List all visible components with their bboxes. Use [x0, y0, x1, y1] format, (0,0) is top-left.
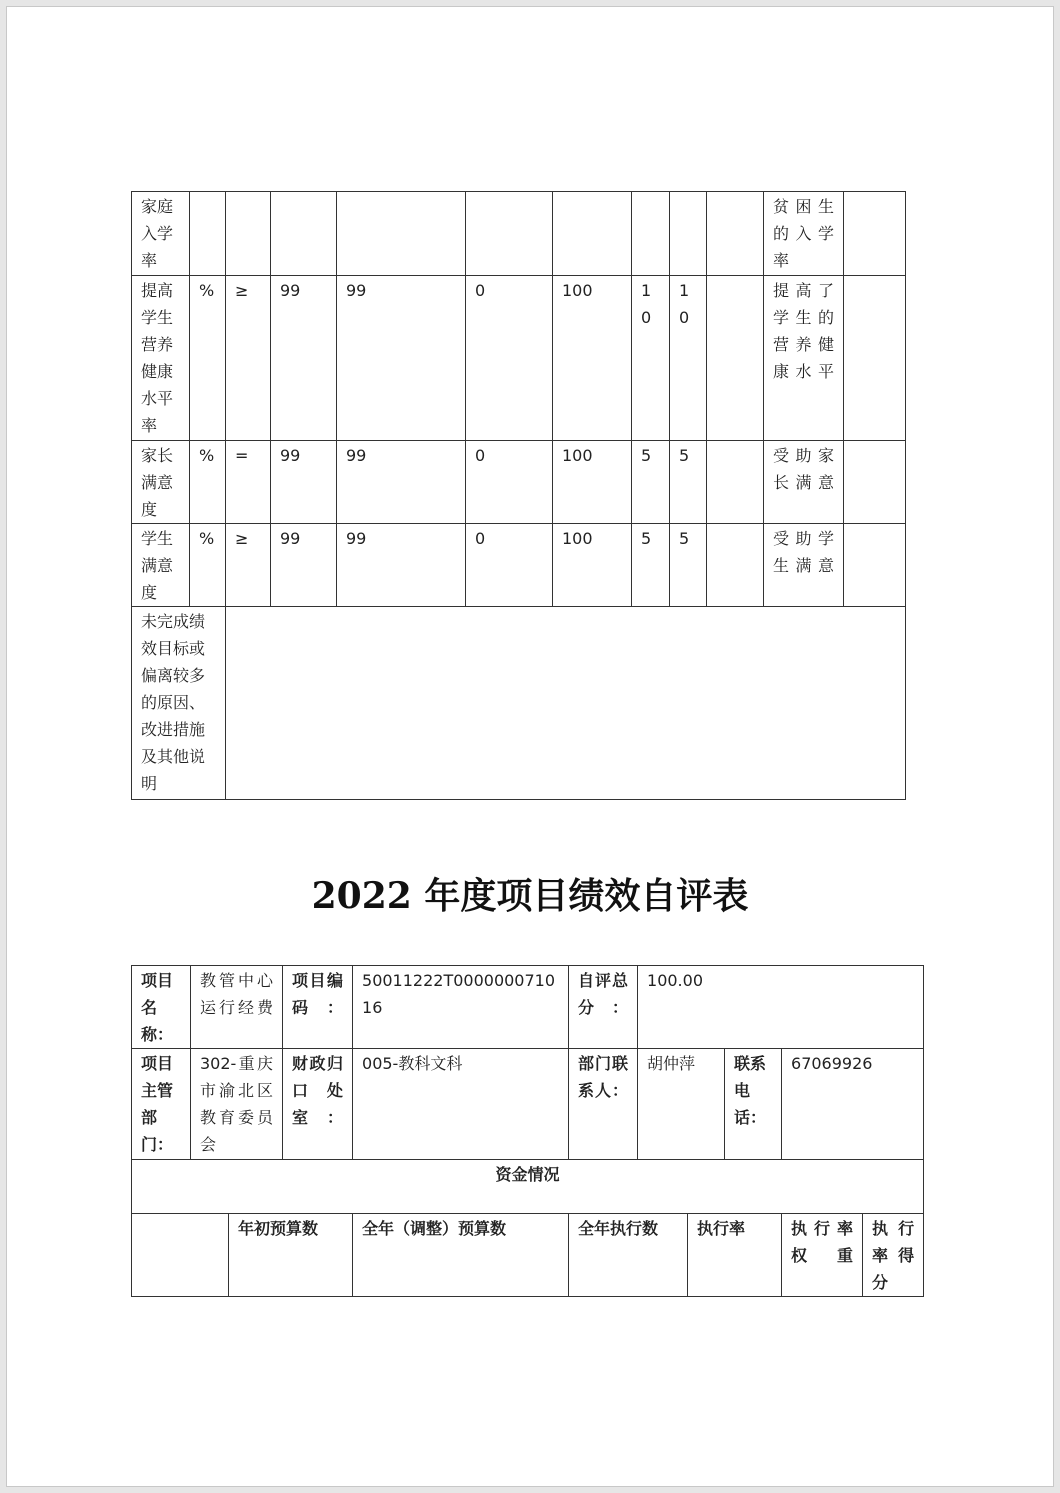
unit [190, 192, 226, 276]
weight [632, 192, 670, 276]
project-name-value: 教管中心运行经费 [191, 966, 283, 1049]
indicator-row [132, 441, 906, 524]
indicator-row [132, 524, 906, 607]
deviation: 0 [466, 524, 553, 607]
indicator-name: 提高学生营养健康水平率 [132, 276, 190, 441]
actual-value: 99 [337, 524, 466, 607]
score: 5 [670, 441, 707, 524]
remarks-row [132, 607, 906, 800]
indicator-name: 学生满意度 [132, 524, 190, 607]
indicator-note: 受助学生满意 [764, 524, 844, 607]
project-code-value: 50011222T000000071016 [353, 966, 569, 1049]
total-score-value: 100.00 [638, 966, 924, 1049]
deviation [466, 192, 553, 276]
blank-cell [707, 276, 764, 441]
phone-value: 67069926 [782, 1049, 924, 1160]
deviation: 0 [466, 441, 553, 524]
operator: ≥ [226, 276, 271, 441]
target-value: 99 [271, 276, 337, 441]
indicator-row [132, 276, 906, 441]
completion-rate: 100 [553, 524, 632, 607]
actual-value: 99 [337, 276, 466, 441]
form-row-funds-columns [132, 1214, 924, 1297]
funds-col-rate-weight: 执行率权重 [782, 1214, 863, 1297]
indicator-row [132, 192, 906, 276]
score: 10 [670, 276, 707, 441]
indicator-table [131, 191, 906, 800]
contact-value: 胡仲萍 [638, 1049, 725, 1160]
form-row-funds-header [132, 1160, 924, 1214]
evaluation-form-table [131, 965, 924, 1297]
completion-rate: 100 [553, 276, 632, 441]
remarks-label: 未完成绩效目标或偏离较多的原因、改进措施及其他说明 [132, 607, 226, 800]
weight: 10 [632, 276, 670, 441]
unit: % [190, 524, 226, 607]
completion-rate [553, 192, 632, 276]
form-row-department [132, 1049, 924, 1160]
trailing-cell [844, 524, 906, 607]
blank-cell [707, 524, 764, 607]
operator [226, 192, 271, 276]
dept-label: 项目主管部门： [132, 1049, 191, 1160]
indicator-note: 受助家长满意 [764, 441, 844, 524]
funds-col-adjusted-budget: 全年（调整）预算数 [353, 1214, 569, 1297]
funds-col-rate-score: 执行率得分 [863, 1214, 924, 1297]
trailing-cell [844, 276, 906, 441]
actual-value: 99 [337, 441, 466, 524]
indicator-note: 贫困生的入学率 [764, 192, 844, 276]
blank-cell [707, 441, 764, 524]
contact-label: 部门联系人： [569, 1049, 638, 1160]
page-title: 2022 年度项目绩效自评表 [311, 875, 749, 917]
operator: = [226, 441, 271, 524]
indicator-name: 家庭入学率 [132, 192, 190, 276]
phone-label: 联系电话： [725, 1049, 782, 1160]
score: 5 [670, 524, 707, 607]
weight: 5 [632, 441, 670, 524]
funds-col-blank [132, 1214, 229, 1297]
target-value: 99 [271, 441, 337, 524]
funds-col-rate: 执行率 [688, 1214, 782, 1297]
finance-office-label: 财政归口处室： [283, 1049, 353, 1160]
funds-header: 资金情况 [132, 1160, 924, 1214]
unit: % [190, 276, 226, 441]
form-row-project [132, 966, 924, 1049]
indicator-note: 提高了学生的营养健康水平 [764, 276, 844, 441]
deviation: 0 [466, 276, 553, 441]
blank-cell [707, 192, 764, 276]
total-score-label: 自评总分： [569, 966, 638, 1049]
target-value [271, 192, 337, 276]
remarks-value [226, 607, 906, 800]
trailing-cell [844, 192, 906, 276]
finance-office-value: 005-教科文科 [353, 1049, 569, 1160]
indicator-name: 家长满意度 [132, 441, 190, 524]
completion-rate: 100 [553, 441, 632, 524]
trailing-cell [844, 441, 906, 524]
operator: ≥ [226, 524, 271, 607]
weight: 5 [632, 524, 670, 607]
funds-col-initial-budget: 年初预算数 [229, 1214, 353, 1297]
project-name-label: 项目名称： [132, 966, 191, 1049]
project-code-label: 项目编码： [283, 966, 353, 1049]
unit: % [190, 441, 226, 524]
funds-col-actual: 全年执行数 [569, 1214, 688, 1297]
dept-value: 302-重庆市渝北区教育委员会 [191, 1049, 283, 1160]
target-value: 99 [271, 524, 337, 607]
actual-value [337, 192, 466, 276]
score [670, 192, 707, 276]
